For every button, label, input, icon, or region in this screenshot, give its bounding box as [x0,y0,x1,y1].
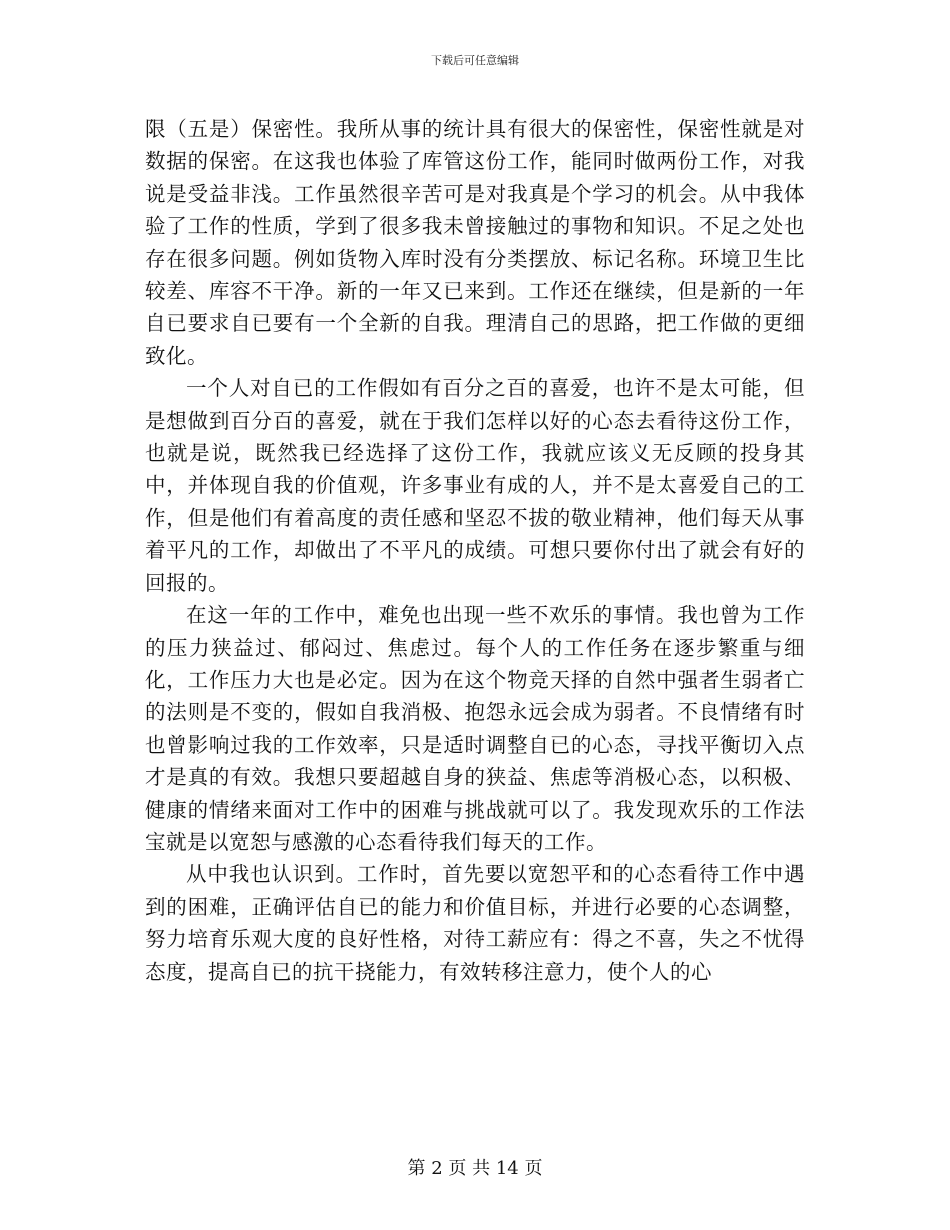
paragraph-3: 在这一年的工作中，难免也出现一些不欢乐的事情。我也曾为工作的压力狭益过、郁闷过、焦虑过。每个人的工作任务在逐步繁重与细化，工作压力大也是必定。因为在这个物竞天择的自然中强者生弱者亡的法则是不变的，假如自我消极、抱怨永远会成为弱者。不良情绪有时也曾影响过我的工作效率，只是适时调整自已的心态，寻找平衡切入点才是真的有效。我想只要超越自身的狭益、焦虑等消极心态，以积极、健康的情绪来面对工作中的困难与挑战就可以了。我发现欢乐的工作法宝就是以宽恕与感激的心态看待我们每天的工作。 [145,603,805,854]
page-number: 第 2 页 共 14 页 [407,1158,543,1179]
paragraph-4: 从中我也认识到。工作时，首先要以宽恕平和的心态看待工作中遇到的困难，正确评估自已的能力和价值目标，并进行必要的心态调整，努力培育乐观大度的良好性格，对待工薪应有：得之不喜，失之不忧得态度，提高自已的抗干挠能力，有效转移注意力，使个人的心 [145,862,805,984]
paragraph-1: 限（五是）保密性。我所从事的统计具有很大的保密性，保密性就是对数据的保密。在这我也体验了库管这份工作，能同时做两份工作，对我说是受益非浅。工作虽然很辛苦可是对我真是个学习的机会。从中我体验了工作的性质，学到了很多我未曾接触过的事物和知识。不足之处也存在很多问题。例如货物入库时没有分类摆放、标记名称。环境卫生比较差、库容不干净。新的一年又已来到。工作还在继续，但是新的一年自已要求自已要有一个全新的自我。理清自己的思路，把工作做的更细致化。 [145,117,805,368]
document-body [145,113,805,988]
page-header: 下载后可任意编辑 [431,54,519,67]
paragraph-2: 一个人对自已的工作假如有百分之百的喜爱，也许不是太可能，但是想做到百分百的喜爱，就在于我们怎样以好的心态去看待这份工作，也就是说，既然我已经选择了这份工作，我就应该义无反顾的投身其中，并体现自我的价值观，许多事业有成的人，并不是太喜爱自己的工作，但是他们有着高度的责任感和坚忍不拔的敬业精神，他们每天从事着平凡的工作，却做出了不平凡的成绩。可想只要你付出了就会有好的回报的。 [145,376,805,595]
